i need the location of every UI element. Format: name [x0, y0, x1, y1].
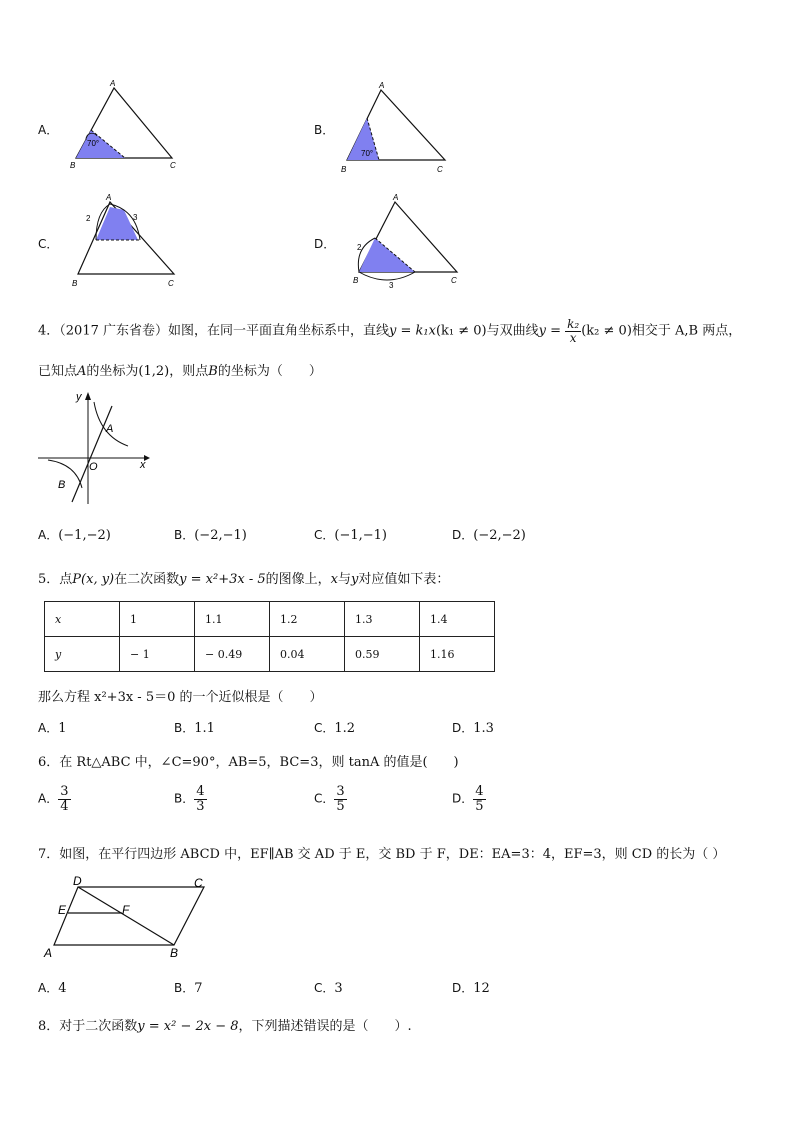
- q6-option-d-fraction: [473, 785, 485, 813]
- q4-number: 4．: [38, 323, 60, 339]
- q5-option-a-value: 1: [58, 721, 67, 736]
- q5-cell: 1: [120, 602, 195, 637]
- q5-stem: [38, 568, 449, 587]
- table-row: [45, 637, 495, 672]
- q3-figure-a: [62, 76, 186, 172]
- q5-point: P(x, y): [72, 572, 115, 587]
- q5-option-a-label: A．: [38, 721, 59, 735]
- table-row: [45, 602, 495, 637]
- q4-option-a[interactable]: [38, 526, 111, 543]
- q5-cell: 0.59: [345, 637, 420, 672]
- q3d-vertex-a: A: [393, 193, 399, 202]
- q4-option-d-label: D．: [452, 528, 474, 542]
- q5-number: 5．: [38, 572, 60, 587]
- q3-option-d-label[interactable]: D．: [314, 237, 336, 251]
- q3d-side-left: 2: [357, 243, 362, 252]
- q5-text-b: 在二次函数: [114, 572, 180, 587]
- q3c-side-left: 2: [86, 214, 91, 223]
- q5-option-d[interactable]: [452, 719, 494, 736]
- q5-text-d: 与: [337, 572, 351, 587]
- q4-option-d[interactable]: [452, 526, 526, 543]
- q5-cell: 1.1: [195, 602, 270, 637]
- q5-option-d-label: D．: [452, 721, 474, 735]
- q7-vertex-d: D: [73, 874, 82, 888]
- q4-hyperbola-fraction: [565, 318, 581, 344]
- q4-option-b[interactable]: [174, 526, 247, 543]
- q8-text-b: ，下列描述错误的是（ ）.: [238, 1019, 412, 1034]
- q7-option-b-value: 7: [194, 981, 203, 996]
- q7-option-b[interactable]: [174, 979, 203, 996]
- q5-cell: 0.04: [270, 637, 345, 672]
- q3a-vertex-c: C: [170, 161, 176, 170]
- q6-option-c[interactable]: [314, 785, 347, 813]
- q3-figure-b: [335, 78, 455, 176]
- q3a-angle-label: 70°: [87, 139, 100, 148]
- q3-option-a-label[interactable]: A．: [38, 123, 59, 137]
- q5-cell: 1.4: [420, 602, 495, 637]
- q7-point-e: E: [58, 903, 67, 917]
- q6-option-d[interactable]: [452, 785, 486, 813]
- q7-option-c[interactable]: [314, 979, 343, 996]
- q6-option-a-numerator: 3: [60, 784, 69, 799]
- q4-x-axis-label: x: [140, 459, 146, 471]
- q6-option-a-label: A．: [38, 791, 59, 806]
- q4-option-d-value: (−2,−2): [473, 528, 526, 543]
- q6-option-d-label: D．: [452, 791, 474, 806]
- q3-figure-c: [66, 190, 186, 290]
- q4-option-c-label: C．: [314, 528, 335, 542]
- q6-option-c-fraction: [334, 785, 346, 813]
- q5-cell: − 1: [120, 637, 195, 672]
- q7-point-f: F: [122, 903, 130, 917]
- q5-option-c-value: 1.2: [334, 721, 356, 736]
- q4-point-a: A: [77, 364, 87, 379]
- q4-origin-label: O: [89, 461, 98, 473]
- q3b-vertex-b: B: [341, 165, 347, 174]
- q6-option-b-denominator: 3: [196, 798, 205, 814]
- q4-point-b-label: B: [58, 479, 66, 491]
- q6-option-b[interactable]: [174, 785, 207, 813]
- q5-option-d-value: 1.3: [473, 721, 494, 736]
- q8-function: y = x² − 2x − 8: [137, 1019, 239, 1034]
- q7-option-d-label: D．: [452, 981, 474, 995]
- q3b-vertex-c: C: [437, 165, 443, 174]
- q4-point-a-label: A: [106, 423, 114, 435]
- q4-line-equation: y = k₁x: [389, 323, 436, 339]
- q3c-vertex-b: B: [72, 279, 78, 288]
- q5-function: y = x²+3x - 5: [179, 572, 266, 587]
- q5-cell: 1.2: [270, 602, 345, 637]
- q4-line2-text-b: 的坐标为: [86, 364, 139, 379]
- q7-stem: 7．如图，在平行四边形 ABCD 中，EF∥AB 交 AD 于 E，交 BD 于 F，DE：EA=3：4，EF=3，则 CD 的长为（ ）: [38, 847, 726, 862]
- q6-option-a[interactable]: [38, 785, 71, 813]
- q5-value-table: [44, 601, 495, 672]
- q7-option-d[interactable]: [452, 979, 490, 996]
- q5-y: y: [351, 572, 359, 587]
- q7-option-b-label: B．: [174, 981, 195, 995]
- q5-text-a: 点: [59, 572, 73, 587]
- q6-option-d-denominator: 5: [475, 798, 484, 814]
- q6-option-c-denominator: 5: [336, 798, 345, 814]
- q7-vertex-b: B: [170, 946, 179, 960]
- q3-option-b-label[interactable]: B．: [314, 123, 335, 137]
- q5-cell: 1.3: [345, 602, 420, 637]
- q6-option-a-denominator: 4: [60, 798, 69, 814]
- q5-option-c-label: C．: [314, 721, 335, 735]
- q7-option-a[interactable]: [38, 979, 67, 996]
- q6-option-c-label: C．: [314, 791, 335, 806]
- q8-text-a: 8．对于二次函数: [38, 1019, 138, 1034]
- q3a-vertex-a: A: [110, 79, 116, 88]
- q3d-vertex-c: C: [451, 276, 457, 285]
- q3b-vertex-a: A: [379, 81, 385, 90]
- q4-hyperbola-numerator: k₂: [567, 317, 580, 331]
- q4-hyperbola-denominator: x: [569, 330, 577, 345]
- q5-cell-x-header: x: [45, 602, 120, 637]
- q3a-vertex-b: B: [70, 161, 76, 170]
- q6-option-b-fraction: [194, 785, 206, 813]
- q3c-vertex-a: A: [106, 193, 112, 202]
- q3-option-c-label[interactable]: C．: [38, 237, 59, 251]
- q4-option-c[interactable]: [314, 526, 387, 543]
- q4-line2-text-a: 已知点: [38, 364, 78, 379]
- q5-text-e: 对应值如下表：: [358, 572, 450, 587]
- q4-option-a-value: (−1,−2): [58, 528, 111, 543]
- q5-option-a[interactable]: [38, 719, 67, 736]
- q4-line2-text-d: 的坐标为（ ）: [217, 364, 322, 379]
- q3-figure-d: [345, 192, 469, 292]
- q3c-side-right: 3: [133, 213, 138, 222]
- q5-option-b[interactable]: [174, 719, 215, 736]
- q4-text3: 相交于 A,B 两点，: [631, 323, 742, 339]
- q5-option-b-label: B．: [174, 721, 195, 735]
- q4-hyperbola-lhs: y =: [538, 323, 561, 339]
- q5-question: 那么方程 x²+3x - 5＝0 的一个近似根是（ ）: [38, 690, 323, 705]
- q7-option-d-value: 12: [473, 981, 490, 996]
- q8-stem: [38, 1015, 412, 1034]
- q7-vertex-c: C: [194, 876, 203, 890]
- q7-option-c-value: 3: [334, 981, 343, 996]
- q5-cell-y-header: y: [45, 637, 120, 672]
- q6-option-b-label: B．: [174, 791, 195, 806]
- q7-option-a-label: A．: [38, 981, 59, 995]
- q5-option-c[interactable]: [314, 719, 355, 736]
- q4-point-b: B: [208, 364, 218, 379]
- q7-vertex-a: A: [44, 946, 53, 960]
- q3b-angle-label: 70°: [361, 149, 374, 158]
- q7-option-a-value: 4: [58, 981, 67, 996]
- q4-y-axis-label: y: [76, 391, 82, 403]
- q4-option-b-label: B．: [174, 528, 195, 542]
- q4-hyperbola-condition: (k₂ ≠ 0): [581, 323, 632, 339]
- q6-option-a-fraction: [58, 785, 70, 813]
- q4-text1: 如图，在同一平面直角坐标系中，直线: [168, 323, 390, 339]
- q4-line2-text-c: ，则点: [169, 364, 209, 379]
- q4-text2: 与双曲线: [486, 323, 539, 339]
- q7-option-c-label: C．: [314, 981, 335, 995]
- q5-text-c: 的图像上，: [265, 572, 331, 587]
- q7-parallelogram-figure: [40, 873, 216, 963]
- q6-option-c-numerator: 3: [336, 784, 345, 799]
- q6-option-b-numerator: 4: [196, 784, 205, 799]
- q4-source: （2017 广东省卷）: [59, 323, 168, 339]
- q6-option-d-numerator: 4: [475, 784, 484, 799]
- q3d-vertex-b: B: [353, 276, 359, 285]
- q4-stem-line1: [38, 318, 741, 344]
- q4-graph: [36, 388, 156, 508]
- q3c-vertex-c: C: [168, 279, 174, 288]
- q5-option-b-value: 1.1: [194, 721, 215, 736]
- q4-coordinate: (1,2): [138, 364, 170, 379]
- q4-option-b-value: (−2,−1): [194, 528, 247, 543]
- q5-cell: − 0.49: [195, 637, 270, 672]
- q4-option-c-value: (−1,−1): [334, 528, 387, 543]
- q4-line-condition: (k₁ ≠ 0): [435, 323, 487, 339]
- q5-x: x: [330, 572, 338, 587]
- q4-option-a-label: A．: [38, 528, 59, 542]
- q6-stem: 6．在 Rt△ABC 中，∠C=90°，AB=5，BC=3，则 tanA 的值是( ): [38, 755, 459, 770]
- q4-stem-line2: [38, 360, 322, 379]
- q5-cell: 1.16: [420, 637, 495, 672]
- q3d-side-bottom: 3: [389, 281, 394, 290]
